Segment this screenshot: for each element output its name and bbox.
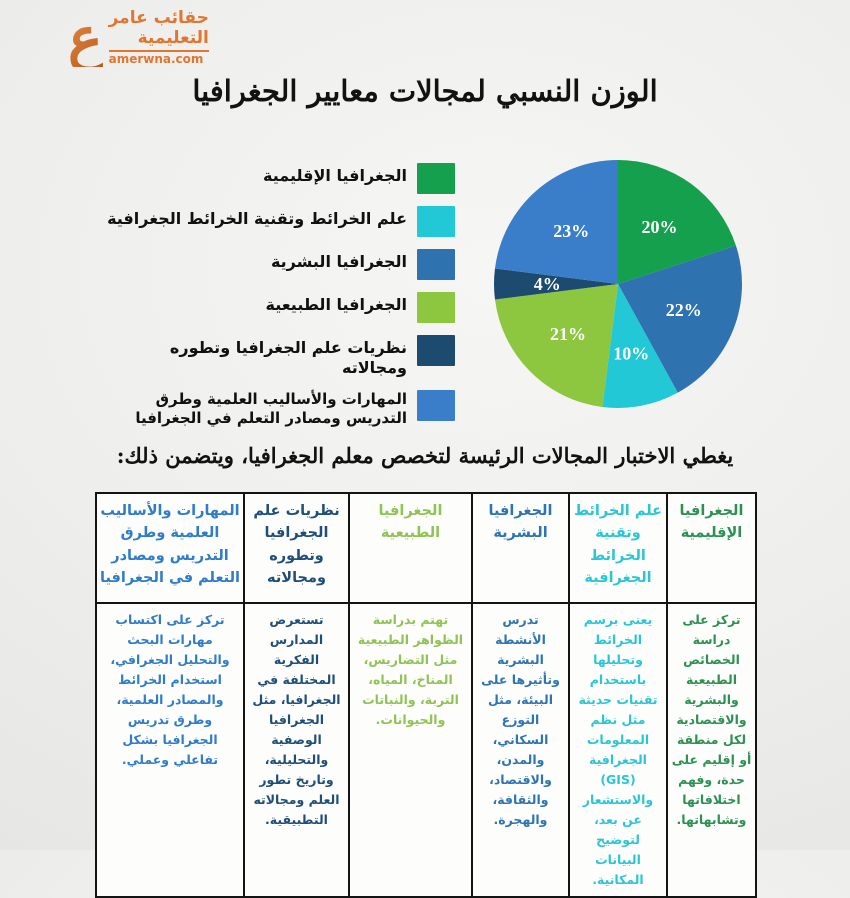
logo-website: amerwna.com bbox=[109, 50, 209, 67]
logo-text-block bbox=[109, 8, 209, 67]
legend-label: المهارات والأساليب العلمية وطرق التدريس ومصادر التعلم في الجغرافيا bbox=[135, 390, 407, 427]
domains-table bbox=[95, 492, 757, 898]
table-body-cell: تركز على اكتساب مهارات البحث والتحليل الجغرافي، استخدام الخرائط والمصادر العلمية، وطرق تدريس الجغرافيا بشكل تفاعلي وعملي. bbox=[96, 603, 244, 897]
legend-swatch bbox=[417, 335, 455, 366]
table-header-cell: علم الخرائط وتقنية الخرائط الجغرافية bbox=[569, 493, 667, 603]
legend-item bbox=[100, 292, 455, 323]
legend-item bbox=[100, 163, 455, 194]
table-header-cell: الجغرافيا الطبيعية bbox=[349, 493, 472, 603]
table-header-cell: المهارات والأساليب العلمية وطرق التدريس ومصادر التعلم في الجغرافيا bbox=[96, 493, 244, 603]
table-body-row bbox=[96, 603, 756, 897]
legend-label: الجغرافيا البشرية bbox=[270, 252, 407, 271]
legend-item bbox=[100, 249, 455, 280]
table-body-cell: تركز على دراسة الخصائص الطبيعية والبشرية والاقتصادية لكل منطقة أو إقليم على حدة، وفهم اختلافاتها وتشابهاتها. bbox=[667, 603, 756, 897]
brand-logo bbox=[68, 3, 209, 72]
table-body-cell: تستعرض المدارس الفكرية المختلفة في الجغرافيا، مثل الجغرافيا الوصفية والتحليلية، وتاريخ تطور العلم ومجالاته التطبيقية. bbox=[244, 603, 349, 897]
domains-table-container bbox=[97, 492, 757, 898]
table-header-cell: نظريات علم الجغرافيا وتطوره ومجالاته bbox=[244, 493, 349, 603]
logo-name-line2: التعليمية bbox=[137, 28, 209, 48]
table-body-cell: يعنى برسم الخرائط وتحليلها باستخدام تقنيات حديثة مثل نظم المعلومات الجغرافية (GIS) والاستشعار عن بعد، لتوضيح البيانات المكانية. bbox=[569, 603, 667, 897]
page-title: الوزن النسبي لمجالات معايير الجغرافيا bbox=[192, 74, 658, 108]
legend-label: الجغرافيا الطبيعية bbox=[265, 295, 407, 314]
pie-slice bbox=[495, 284, 618, 407]
legend-swatch bbox=[417, 206, 455, 237]
logo-name-line1: حقائب عامر bbox=[108, 8, 209, 28]
table-header-row bbox=[96, 493, 756, 603]
table-body-cell: تدرس الأنشطة البشرية وتأثيرها على البيئة، مثل التوزع السكاني، والمدن، والاقتصاد، والثقافة، والهجرة. bbox=[472, 603, 569, 897]
legend-swatch bbox=[417, 292, 455, 323]
pie-slice-label: 10% bbox=[613, 343, 650, 364]
pie-chart-container bbox=[486, 152, 750, 416]
pie-slice-label: 22% bbox=[665, 300, 702, 320]
exam-coverage-subtitle: يغطي الاختبار المجالات الرئيسة لتخصص معلم الجغرافيا، ويتضمن ذلك: bbox=[116, 443, 734, 468]
legend-item bbox=[100, 335, 455, 378]
legend-label: نظريات علم الجغرافيا وتطوره ومجالاته bbox=[169, 338, 407, 377]
legend-swatch bbox=[417, 390, 455, 421]
table-header-cell: الجغرافيا البشرية bbox=[472, 493, 569, 603]
pie-slice-label: 20% bbox=[641, 216, 678, 237]
legend-label: علم الخرائط وتقنية الخرائط الجغرافية bbox=[107, 209, 407, 228]
table-body-cell: تهتم بدراسة الظواهر الطبيعية مثل التضاريس، المناخ، المياه، التربة، والنباتات والحيوانات. bbox=[349, 603, 472, 897]
pie-slice-label: 4% bbox=[533, 274, 561, 294]
legend-item bbox=[100, 390, 455, 428]
legend-swatch bbox=[417, 163, 455, 194]
pie-slice-label: 21% bbox=[550, 324, 586, 344]
pie-slice-label: 23% bbox=[553, 221, 590, 241]
legend-label: الجغرافيا الإقليمية bbox=[263, 166, 407, 185]
table-header-cell: الجغرافيا الإقليمية bbox=[667, 493, 756, 603]
legend-item bbox=[100, 206, 455, 237]
logo-letter-icon: ع bbox=[68, 3, 103, 72]
chart-legend bbox=[100, 163, 455, 428]
legend-swatch bbox=[417, 249, 455, 280]
pie-chart bbox=[486, 152, 750, 416]
